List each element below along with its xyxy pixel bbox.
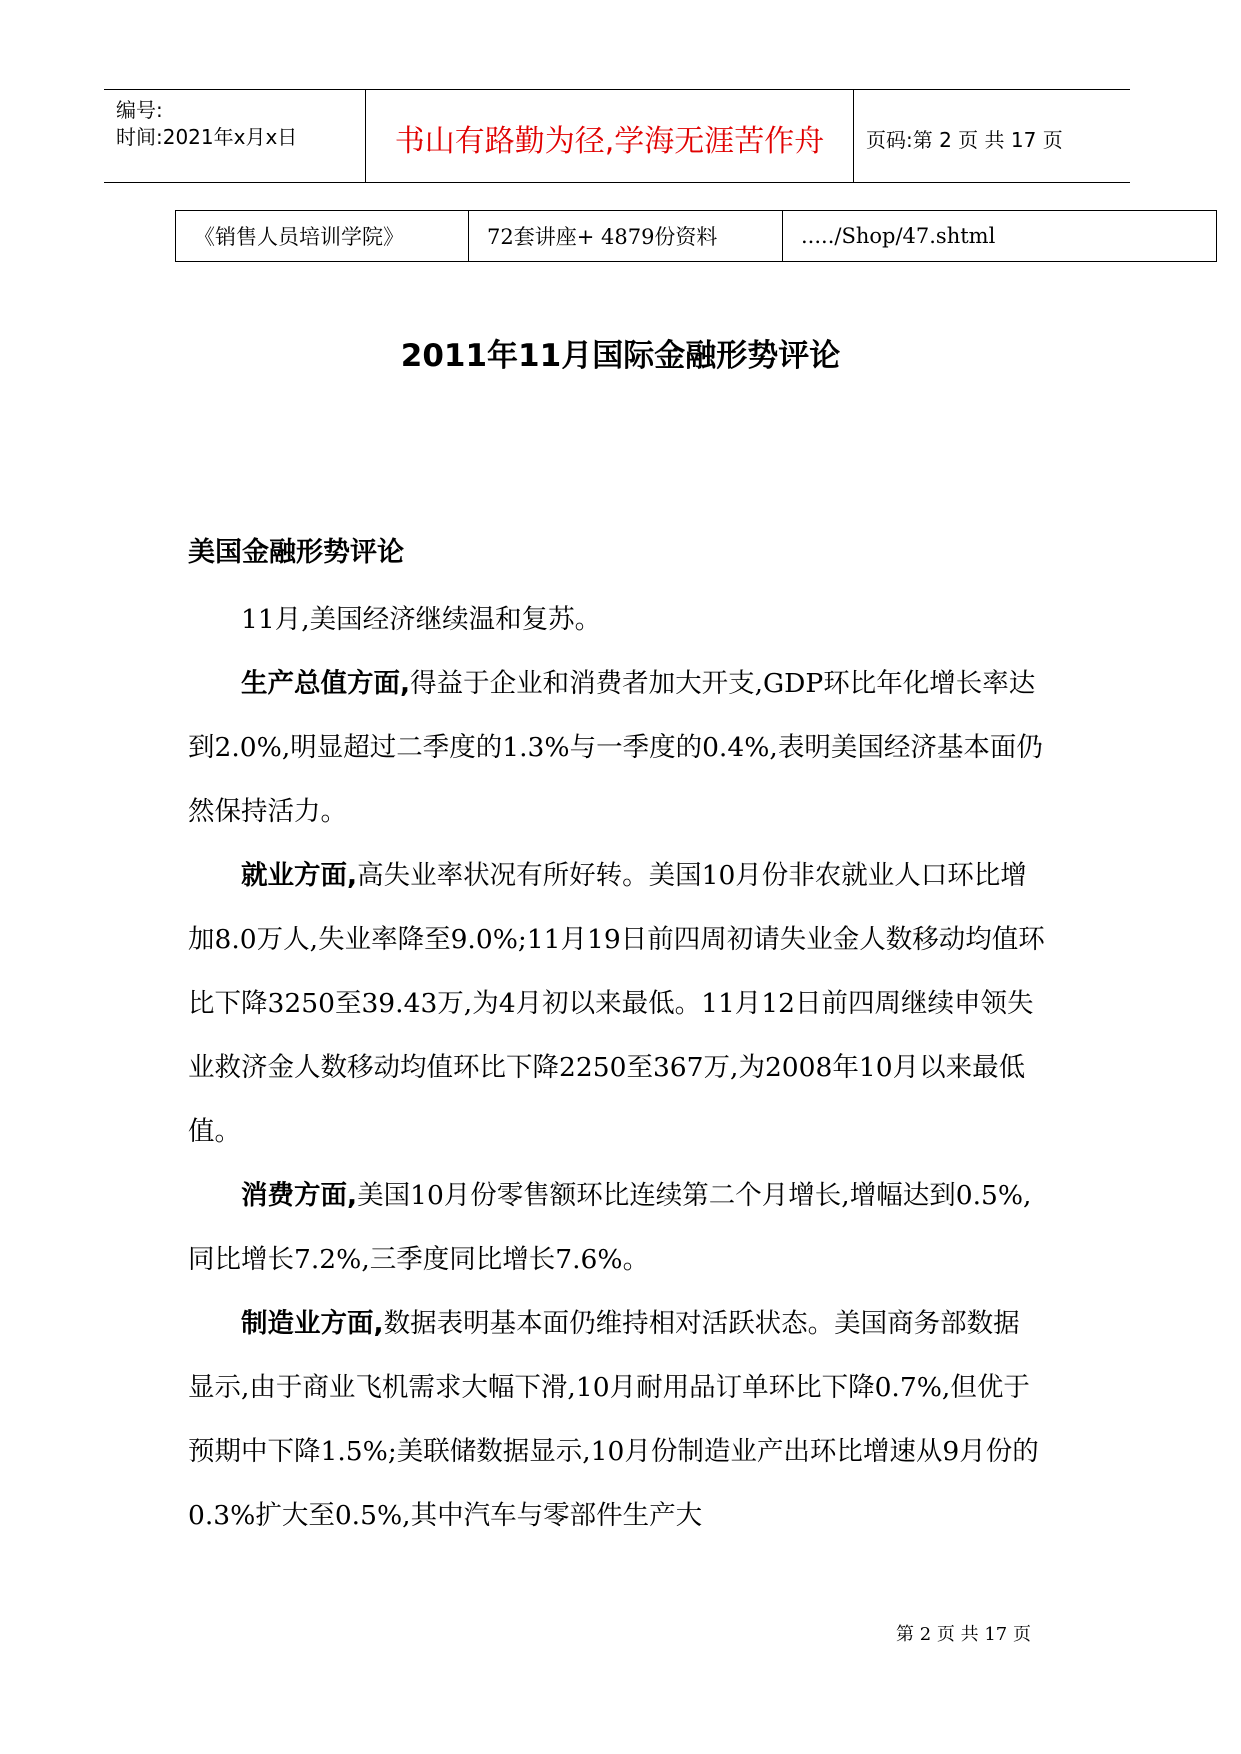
number-label: 编号: [116, 98, 163, 122]
paragraph-text: 美国10月份零售额环比连续第二个月增长,增幅达到0.5%,同比增长7.2%,三季度同比增长7.6%。 [188, 1180, 1032, 1275]
document-title: 2011年11月国际金融形势评论 [400, 338, 841, 374]
header-motto: 书山有路勤为径,学海无涯苦作舟 [394, 124, 825, 159]
paragraph [188, 844, 1045, 1164]
header-motto-cell [366, 90, 854, 182]
paragraph-text: 高失业率状况有所好转。美国10月份非农就业人口环比增加8.0万人,失业率降至9.0%;11月19日前四周初请失业金人数移动均值环比下降3250至39.43万,为4月初以来最低。11月12日前四周继续申领失业救济金人数移动均值环比下降2250至367万,为2008年10月以来最低值。 [188, 860, 1045, 1147]
paragraph [188, 1292, 1045, 1548]
paragraph-heading: 制造业方面, [241, 1308, 384, 1339]
section-title: 美国金融形势评论 [188, 537, 404, 568]
paragraph-text: 11月,美国经济继续温和复苏。 [241, 604, 602, 635]
paragraph [188, 1164, 1045, 1292]
paragraph [188, 588, 1045, 652]
ad-cell-link[interactable]: ...../Shop/47.shtml [801, 224, 996, 248]
paragraph-heading: 生产总值方面, [241, 668, 411, 699]
paragraph-heading: 就业方面, [241, 860, 358, 891]
header-info-cell [104, 90, 366, 182]
page-header [104, 89, 1130, 183]
paragraph-heading: 消费方面, [241, 1180, 358, 1211]
page-footer: 第 2 页 共 17 页 [896, 1624, 1031, 1645]
ad-cell-academy: 《销售人员培训学院》 [176, 211, 469, 261]
page-number-label: 页码:第 2 页 共 17 页 [866, 128, 1063, 152]
paragraph [188, 652, 1045, 844]
time-label: 时间:2021年x月x日 [116, 125, 298, 149]
ad-cell-materials: 72套讲座+ 4879份资料 [469, 211, 783, 261]
document-body [188, 588, 1045, 1548]
header-page-cell [854, 90, 1130, 182]
paragraph-text: 得益于企业和消费者加大开支,GDP环比年化增长率达到2.0%,明显超过二季度的1.3%与一季度的0.4%,表明美国经济基本面仍然保持活力。 [188, 668, 1043, 827]
paragraph-text: 数据表明基本面仍维持相对活跃状态。美国商务部数据显示,由于商业飞机需求大幅下滑,10月耐用品订单环比下降0.7%,但优于预期中下降1.5%;美联储数据显示,10月份制造业产出环比增速从9月份的0.3%扩大至0.5%,其中汽车与零部件生产大 [188, 1308, 1039, 1531]
ad-table [175, 210, 1217, 262]
